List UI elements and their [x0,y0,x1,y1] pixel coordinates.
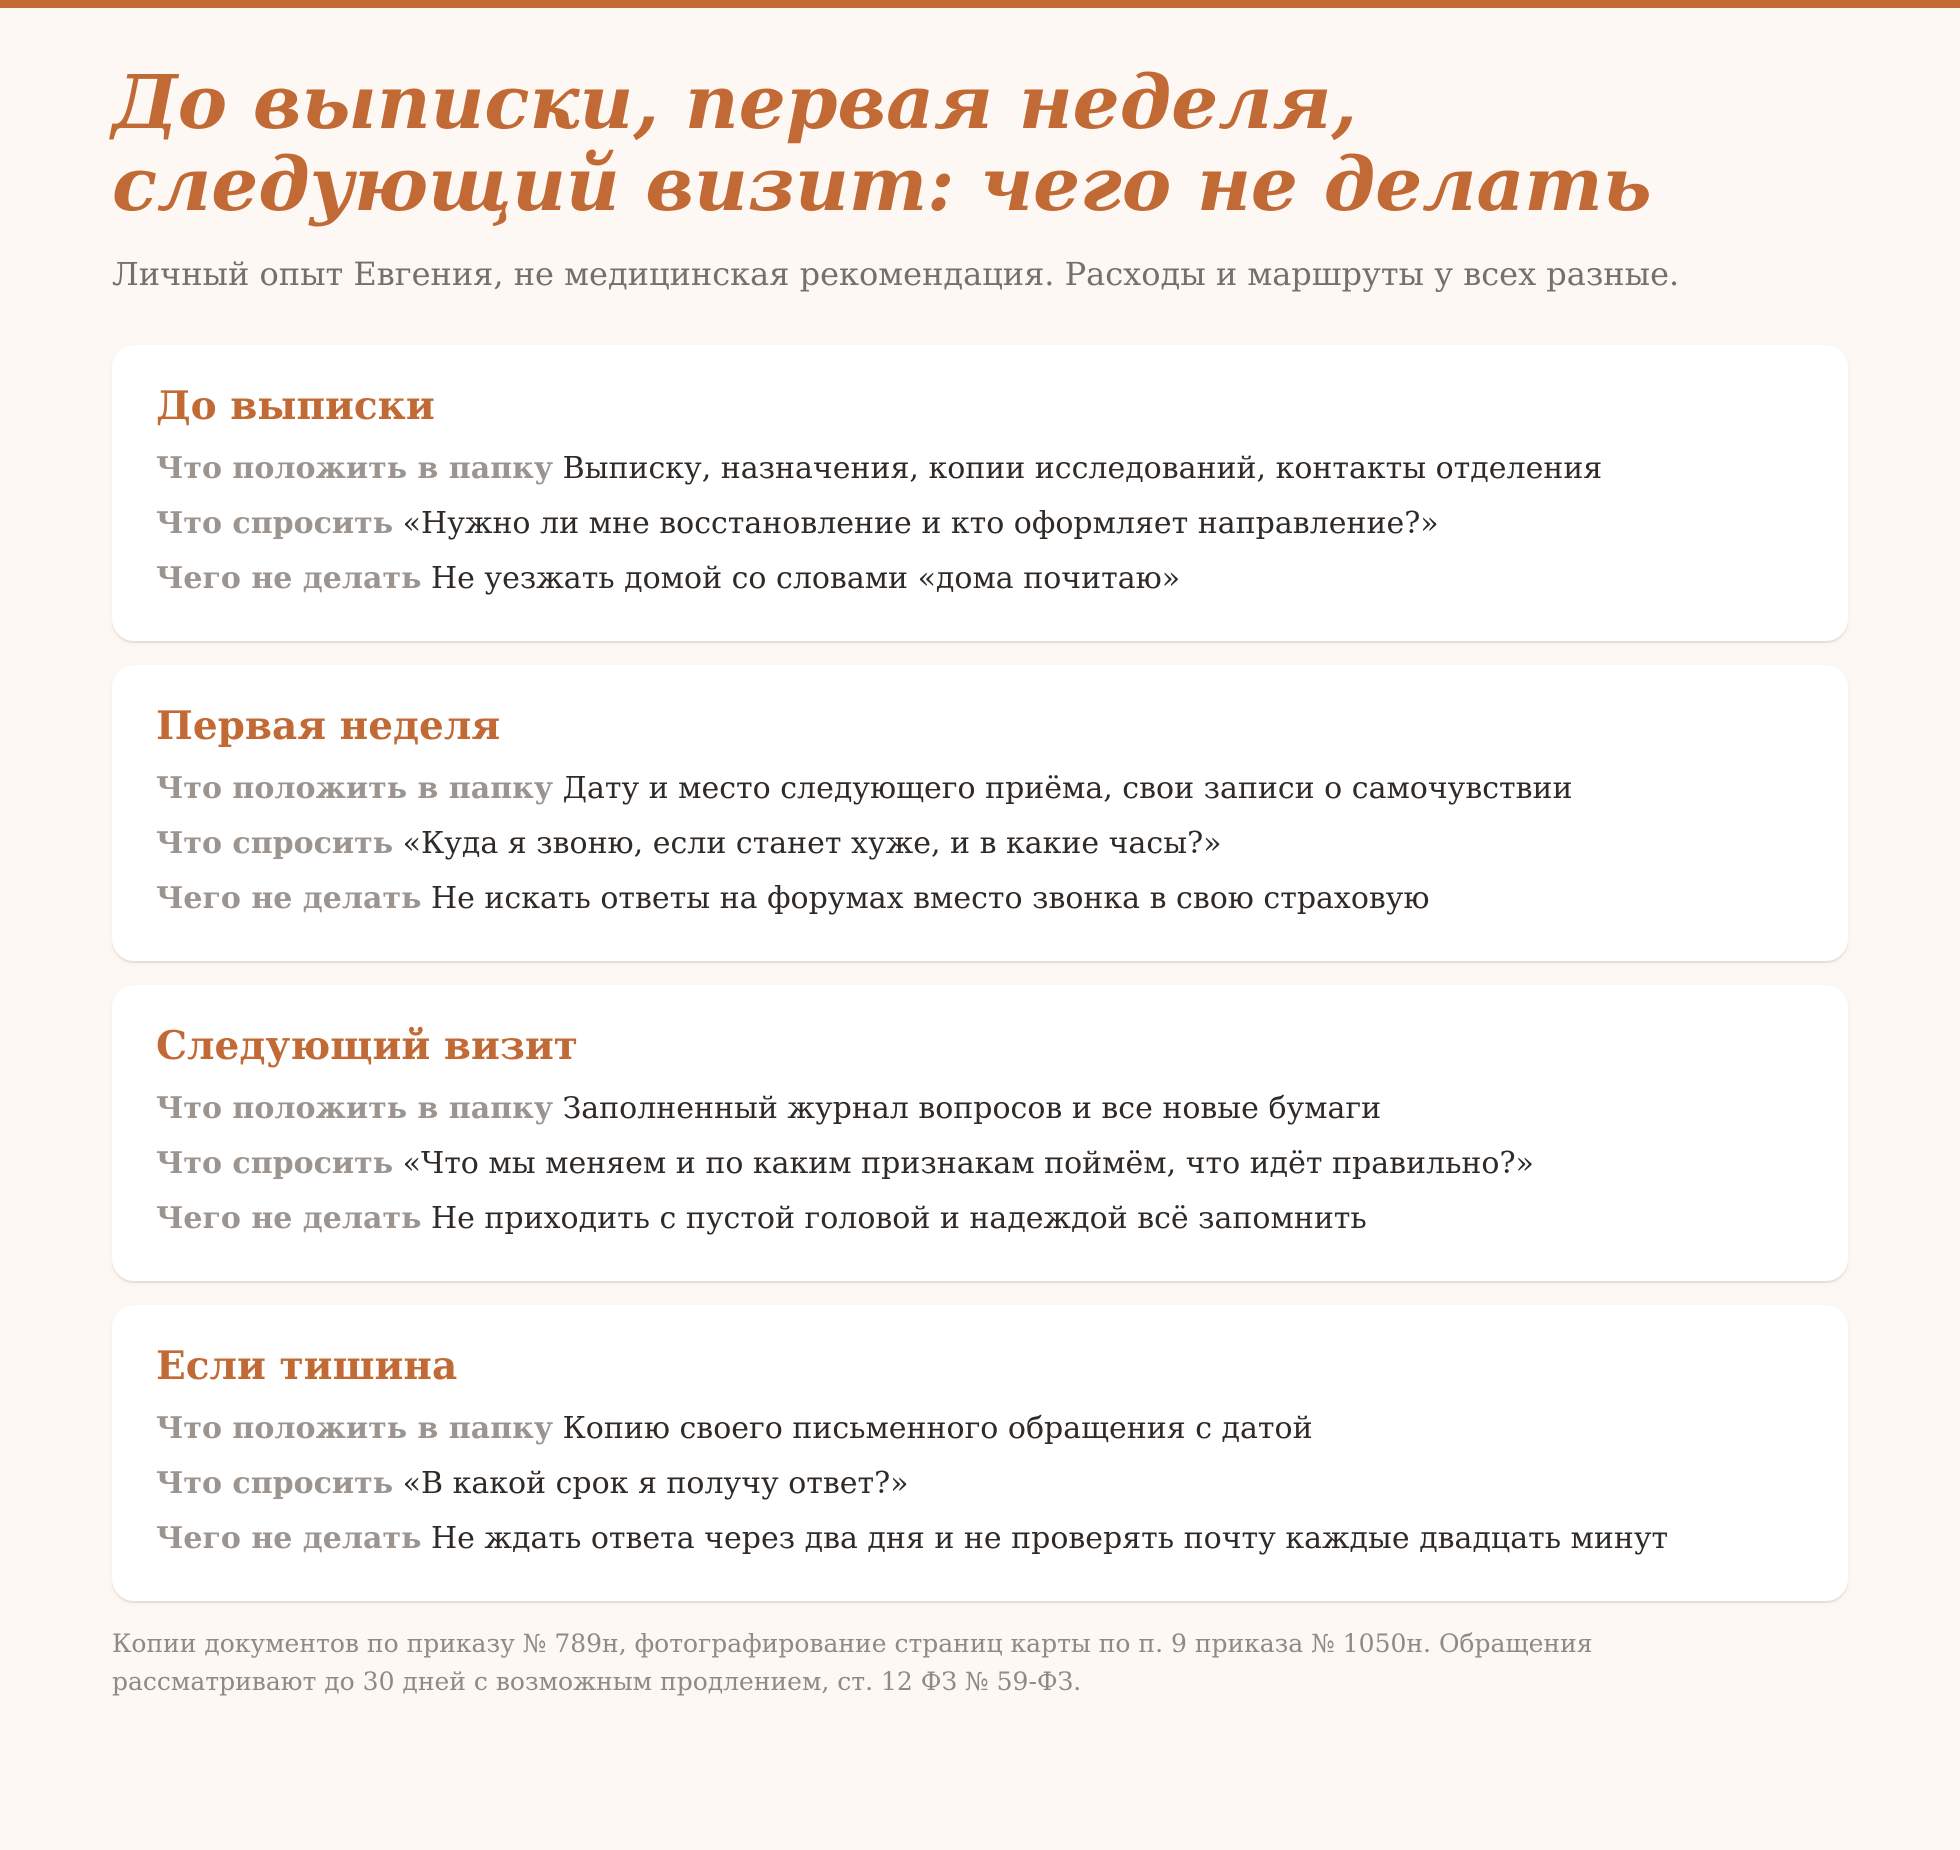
ask-row [156,496,1804,551]
dont-row [156,551,1804,606]
folder-row [156,441,1804,496]
page-title: До выписки, первая неделя, следующий визит: чего не делать [112,60,1652,228]
section-title: Следующий визит [156,1023,578,1069]
dont-label: Чего не делать [156,1521,422,1556]
folder-label: Что положить в папку [156,1411,554,1446]
ask-row [156,1136,1804,1191]
folder-row [156,1081,1804,1136]
section-card-if-silence [112,1305,1848,1601]
folder-value: Дату и место следующего приёма, свои записи о самочувствии [562,771,1573,806]
ask-row [156,1456,1804,1511]
section-card-next-visit [112,985,1848,1281]
dont-label: Чего не делать [156,881,422,916]
dont-value: Не уезжать домой со словами «дома почитаю» [430,561,1181,596]
ask-value: «Нужно ли мне восстановление и кто оформляет направление?» [402,506,1439,541]
folder-label: Что положить в папку [156,771,554,806]
ask-label: Что спросить [156,826,394,861]
top-accent-bar [0,0,1960,8]
section-card-first-week [112,665,1848,961]
dont-value: Не искать ответы на форумах вместо звонка в свою страховую [430,881,1430,916]
footnote: Копии документов по приказу № 789н, фотографирование страниц карты по п. 9 приказа № 1050н. Обращения рассматривают до 30 дней с возможным продлением, ст. 12 ФЗ № 59-ФЗ. [112,1629,1593,1696]
dont-value: Не приходить с пустой головой и надеждой всё запомнить [430,1201,1367,1236]
section-title: До выписки [156,383,435,429]
folder-value: Заполненный журнал вопросов и все новые бумаги [562,1091,1382,1126]
folder-row [156,761,1804,816]
ask-row [156,816,1804,871]
folder-value: Выписку, назначения, копии исследований, контакты отделения [562,451,1603,486]
section-list [112,345,1848,1601]
section-title: Первая неделя [156,703,501,749]
ask-label: Что спросить [156,1146,394,1181]
folder-label: Что положить в папку [156,1091,554,1126]
ask-label: Что спросить [156,506,394,541]
ask-label: Что спросить [156,1466,394,1501]
dont-row [156,871,1804,926]
ask-value: «Что мы меняем и по каким признакам поймём, что идёт правильно?» [402,1146,1534,1181]
section-title: Если тишина [156,1343,458,1389]
page [112,62,1848,1701]
folder-row [156,1401,1804,1456]
section-card-before-discharge [112,345,1848,641]
folder-value: Копию своего письменного обращения с датой [562,1411,1313,1446]
page-subtitle: Личный опыт Евгения, не медицинская рекомендация. Расходы и маршруты у всех разные. [112,255,1680,293]
dont-row [156,1511,1804,1566]
dont-label: Чего не делать [156,1201,422,1236]
dont-value: Не ждать ответа через два дня и не проверять почту каждые двадцать минут [430,1521,1669,1556]
ask-value: «Куда я звоню, если станет хуже, и в какие часы?» [402,826,1222,861]
ask-value: «В какой срок я получу ответ?» [402,1466,909,1501]
folder-label: Что положить в папку [156,451,554,486]
dont-row [156,1191,1804,1246]
dont-label: Чего не делать [156,561,422,596]
